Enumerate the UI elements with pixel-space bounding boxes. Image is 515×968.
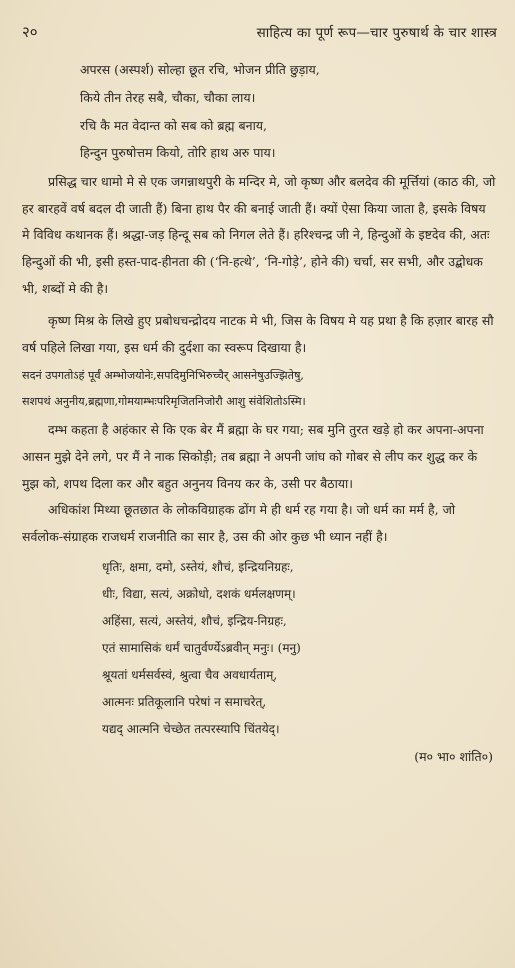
verse-line: धीः, विद्या, सत्यं, अक्रोधो, दशकं धर्मलक्षणम्। [102,587,296,602]
verse-block-1 [22,56,497,167]
verse-line: श्रूयतां धर्मसर्वस्वं, श्रुत्वा चैव अवधार्यताम्, [102,667,278,682]
running-title: साहित्य का पूर्ण रूप—चार पुरुषार्थ के चार शास्त्र [256,25,497,41]
page-number: २० [22,23,38,41]
verse-line: हिन्दुन पुरुषोत्तम कियो, तोरि हाथ अरु पाय। [80,145,276,161]
paragraph-prabodh: कृष्ण मिश्र के लिखे हुए प्रबोधचन्द्रोदय नाटक मे भी, जिस के विषय मे यह प्रथा है कि हज़ार बारह सौ वर्ष पहिले लिखा गया, इस धर्म की दुर्दशा का स्वरूप दिखाया है। [22,313,494,355]
verse-line: आत्मनः प्रतिकूलानि परेषां न समाचरेत्, [102,694,267,709]
paragraph-jagannath: प्रसिद्ध चार धामो मे से एक जगन्नाथपुरी के मन्दिर मे, जो कृष्ण और बलदेव की मूर्त्तियां (काठ की, जो हर बारहवें वर्ष बदल दी जाती हैं) बिना हाथ पैर की बनाई जाती हैं। क्यों ऐसा किया जाता है, इसके विषय मे विविध कथानक हैं। श्रद्धा-जड़ हिन्दू सब को निगल लेते हैं। हरिश्चन्द्र जी ने, हिन्दुओं के इष्टदेव की, अतः हिन्दुओं की भी, इसी हस्त-पाद-हीनता की (‘नि-हत्थे’, ‘नि-गोड़े’, होने की) चर्चा, सर सभी, और उद्बोधक भी, शब्दों मे की है। [22,174,496,296]
sanskrit-quote [22,363,497,415]
verse-line: यद्यद् आत्मनि चेच्छेत तत्परस्यापि चिंतयेद्। [102,721,280,736]
paragraph-chhootchhat: अधिकांश मिथ्या छूतछात के लोकविग्राहक ढोंग मे ही धर्म रह गया है। जो धर्म का मर्म है, जो सर्वलोक-संग्राहक राजधर्म राजनीति का सार है, उस की ओर कुछ भी ध्यान नहीं है। [22,502,456,544]
page-header [22,22,497,48]
sanskrit-line: सदनं उपगतोऽहं पूर्वं अम्भोजयोनेः,सपदिमुनिभिरुच्चैर् आसनेषुउज्झितेषु, [22,369,304,383]
source-citation: (म० भा० शांति०) [414,748,493,764]
paragraph-dambh: दम्भ कहता है अहंकार से कि एक बेर मैं ब्रह्मा के घर गया; सब मुनि तुरत खड़े हो कर अपना-अपना आसन मुझे देने लगे, पर मैं ने नाक सिकोड़ी; तब ब्रह्मा ने अपनी जांघ को गोबर से लीप कर शुद्ध कर के मुझ को, शपथ दिला कर और बहुत अनुनय विनय कर के, उसी पर बैठाया। [22,422,484,491]
verse-line: अहिंसा, सत्यं, अस्तेयं, शौचं, इन्द्रिय-निग्रहः, [102,614,287,629]
verse-line: रचि कै मत वेदान्त को सब को ब्रह्म बनाय, [80,117,268,133]
sanskrit-line: सशपथं अनुनीय,ब्रह्मणा,गोमयाम्भःपरिमृजितनिजोरौ आशु संवेशितोऽस्मि। [22,395,306,409]
verse-line: अपरस (अस्पर्श) सोल्हा छूत रचि, भोजन प्रीति छुड़ाय, [80,62,320,77]
verse-line: एतं सामासिकं धर्मं चातुर्वर्ण्येऽब्रवीन् मनुः। (मनु) [102,641,301,656]
verse-block-2 [22,554,497,742]
verse-line: धृतिः, क्षमा, दमो, ऽस्तेयं, शौचं, इन्द्रियनिग्रहः, [102,560,294,575]
verse-line: किये तीन तेरह सबै, चौका, चौका लाय। [80,89,256,105]
